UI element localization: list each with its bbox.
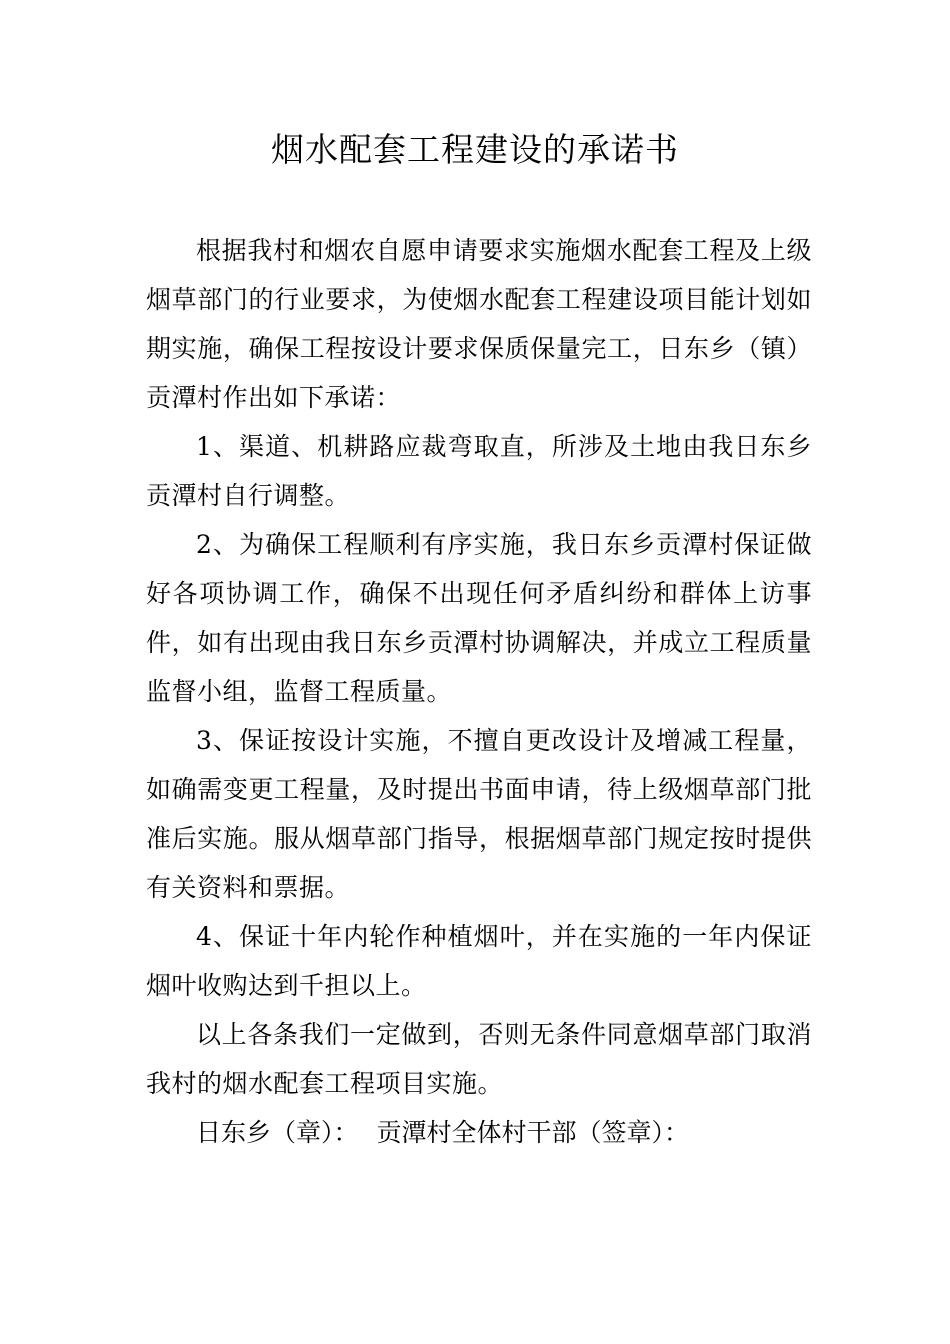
closing-paragraph: 以上各条我们一定做到，否则无条件同意烟草部门取消我村的烟水配套工程项目实施。 [146,1020,812,1098]
commitment-item-4: 4、保证十年内轮作种植烟叶，并在实施的一年内保证烟叶收购达到千担以上。 [146,922,812,1000]
document-title: 烟水配套工程建设的承诺书 [271,130,679,169]
commitment-item-1: 1、渠道、机耕路应裁弯取直，所涉及土地由我日东乡贡潭村自行调整。 [146,432,812,510]
commitment-item-2: 2、为确保工程顺利有序实施，我日东乡贡潭村保证做好各项协调工作，确保不出现任何矛盾纠纷和群体上访事件，如有出现由我日东乡贡潭村协调解决，并成立工程质量监督小组，监督工程质量。 [146,530,812,706]
intro-paragraph: 根据我村和烟农自愿申请要求实施烟水配套工程及上级烟草部门的行业要求，为使烟水配套工程建设项目能计划如期实施，确保工程按设计要求保质保量完工，日东乡（镇）贡潭村作出如下承诺： [146,236,812,412]
village-cadres-seal-label: 贡潭村全体村干部（签章）： [376,1118,690,1147]
document-body [146,226,812,1157]
township-seal-label: 日东乡（章）： [196,1118,359,1147]
signature-line [146,1108,812,1157]
commitment-item-3: 3、保证按设计实施，不擅自更改设计及增减工程量，如确需变更工程量，及时提出书面申请，待上级烟草部门批准后实施。服从烟草部门指导，根据烟草部门规定按时提供有关资料和票据。 [146,726,812,902]
